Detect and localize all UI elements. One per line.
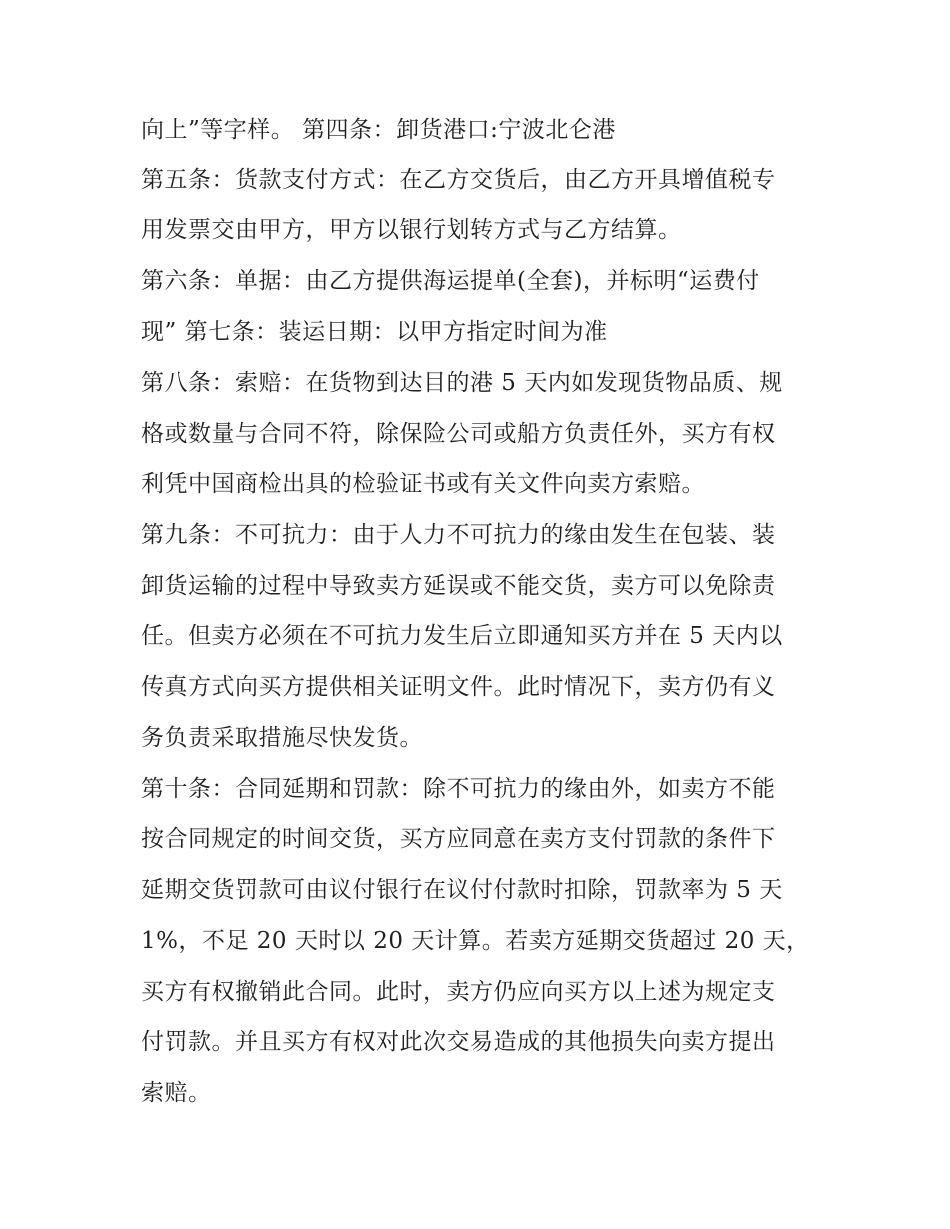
text-line: 第九条：不可抗力：由于人力不可抗力的缘由发生在包装、装 [141,522,776,548]
text-line: 按合同规定的时间交货，买方应同意在卖方支付罚款的条件下 [141,826,776,852]
text-line: 利凭中国商检出具的检验证书或有关文件向卖方索赔。 [141,471,705,497]
text-line: 付罚款。并且买方有权对此次交易造成的其他损失向卖方提出 [141,1029,776,1055]
text-line: 索赔。 [141,1080,212,1106]
text-line: 向上”等字样。 第四条：卸货港口:宁波北仑港 [141,117,616,143]
text-line: 延期交货罚款可由议付银行在议付付款时扣除，罚款率为 5 天 [141,877,783,903]
text-line: 第八条：索赔：在货物到达目的港 5 天内如发现货物品质、规 [141,370,783,396]
text-line: 1%，不足 20 天时以 20 天计算。若卖方延期交货超过 20 天， [141,928,810,954]
text-line: 卸货运输的过程中导致卖方延误或不能交货，卖方可以免除责 [141,573,776,599]
text-line: 传真方式向买方提供相关证明文件。此时情况下，卖方仍有义 [141,674,776,700]
text-line: 现” 第七条：装运日期：以甲方指定时间为准 [141,319,608,345]
text-line: 第十条：合同延期和罚款：除不可抗力的缘由外，如卖方不能 [141,776,776,802]
text-line: 任。但卖方必须在不可抗力发生后立即通知买方并在 5 天内以 [141,623,783,649]
text-line: 第六条：单据：由乙方提供海运提单(全套)，并标明“运费付 [141,268,760,294]
text-line: 格或数量与合同不符，除保险公司或船方负责任外，买方有权 [141,421,776,447]
text-line: 第五条：货款支付方式：在乙方交货后，由乙方开具增值税专 [141,167,776,193]
text-line: 买方有权撤销此合同。此时，卖方仍应向买方以上述为规定支 [141,979,776,1005]
text-line: 务负责采取措施尽快发货。 [141,725,423,751]
text-line: 用发票交由甲方，甲方以银行划转方式与乙方结算。 [141,217,682,243]
